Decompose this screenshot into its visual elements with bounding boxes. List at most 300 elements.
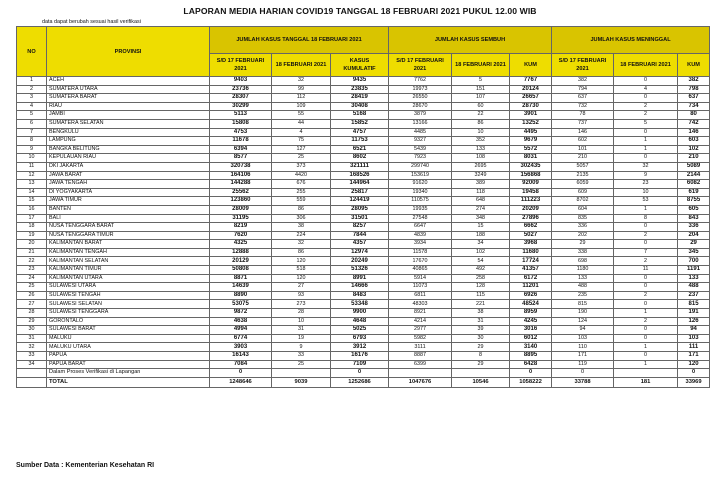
cell-meninggal-feb18: 32 — [614, 162, 678, 171]
cell-meninggal-kum: 103 — [678, 334, 710, 343]
row-number: 30 — [17, 326, 47, 335]
province-name: DI YOGYAKARTA — [47, 188, 210, 197]
cell-meninggal-feb18: 0 — [614, 283, 678, 292]
cell-kasus-feb18: 86 — [272, 205, 331, 214]
table-row — [17, 352, 710, 361]
cell-kasus-feb18: 112 — [272, 94, 331, 103]
cell-kasus-sd17: 144288 — [210, 180, 272, 189]
cell-meninggal-kum: 815 — [678, 300, 710, 309]
group-meninggal-header: JUMLAH KASUS MENINGGAL — [552, 27, 710, 54]
cell-meninggal-kum: 102 — [678, 145, 710, 154]
cell-kasus-sd17: 4994 — [210, 326, 272, 335]
cell-meninggal-sd17: 103 — [552, 334, 614, 343]
cell-meninggal-kum: 111 — [678, 343, 710, 352]
covid-report-table — [16, 26, 710, 388]
cell-kasus-kumulatif: 25817 — [331, 188, 389, 197]
province-name: SUMATERA UTARA — [47, 85, 210, 94]
cell-sembuh-sd17: 2977 — [389, 326, 452, 335]
cell-sembuh-sd17: 8887 — [389, 352, 452, 361]
province-name: JAWA TIMUR — [47, 197, 210, 206]
table-row — [17, 162, 710, 171]
cell-sembuh-kum: 3016 — [510, 326, 552, 335]
cell-kasus-kumulatif: 8483 — [331, 291, 389, 300]
cell-sembuh-feb18: 188 — [452, 231, 510, 240]
table-row — [17, 154, 710, 163]
total-row — [17, 377, 710, 387]
cell-meninggal-kum: 126 — [678, 317, 710, 326]
cell-sembuh-kum: 0 — [510, 369, 552, 378]
table-row — [17, 128, 710, 137]
row-number: 25 — [17, 283, 47, 292]
table-row — [17, 240, 710, 249]
cell-kasus-feb18: 120 — [272, 257, 331, 266]
cell-kasus-sd17: 25562 — [210, 188, 272, 197]
cell-sembuh-kum: 302435 — [510, 162, 552, 171]
province-name: JAMBI — [47, 111, 210, 120]
cell-sembuh-sd17: 153619 — [389, 171, 452, 180]
cell-sembuh-sd17: 3879 — [389, 111, 452, 120]
cell-meninggal-kum: 5089 — [678, 162, 710, 171]
cell-meninggal-sd17: 604 — [552, 205, 614, 214]
cell-kasus-feb18: 28 — [272, 309, 331, 318]
cell-kasus-sd17: 4638 — [210, 317, 272, 326]
table-row — [17, 223, 710, 232]
col-sembuh-kum-header: KUM — [510, 54, 552, 77]
row-number: 18 — [17, 223, 47, 232]
table-row — [17, 180, 710, 189]
table-row — [17, 77, 710, 86]
cell-meninggal-sd17: 171 — [552, 352, 614, 361]
cell-sembuh-sd17: 19973 — [389, 85, 452, 94]
cell-meninggal-feb18: 4 — [614, 85, 678, 94]
cell-sembuh-feb18: 128 — [452, 283, 510, 292]
cell-sembuh-feb18: 492 — [452, 266, 510, 275]
cell-sembuh-sd17: 5914 — [389, 274, 452, 283]
cell-kasus-sd17: 5113 — [210, 111, 272, 120]
col-kasus-feb18-header: 18 FEBRUARI 2021 — [272, 54, 331, 77]
cell-sembuh-kum: 19458 — [510, 188, 552, 197]
cell-kasus-sd17: 8219 — [210, 223, 272, 232]
cell-sembuh-feb18: 86 — [452, 119, 510, 128]
cell-sembuh-feb18: 107 — [452, 94, 510, 103]
cell-kasus-feb18: 10 — [272, 317, 331, 326]
cell-kasus-sd17: 164106 — [210, 171, 272, 180]
province-name: LAMPUNG — [47, 137, 210, 146]
cell-meninggal-feb18: 10 — [614, 188, 678, 197]
cell-meninggal-feb18: 5 — [614, 119, 678, 128]
cell-meninggal-feb18: 0 — [614, 154, 678, 163]
cell-kasus-feb18 — [272, 369, 331, 378]
cell-meninggal-kum: 603 — [678, 137, 710, 146]
row-number: 9 — [17, 145, 47, 154]
cell-kasus-kumulatif: 8257 — [331, 223, 389, 232]
province-name: Dalam Proses Verifikasi di Lapangan — [47, 369, 210, 378]
province-name: KALIMANTAN TIMUR — [47, 266, 210, 275]
province-name: RIAU — [47, 102, 210, 111]
cell-meninggal-feb18: 2 — [614, 111, 678, 120]
table-row — [17, 102, 710, 111]
cell-sembuh-feb18: 3249 — [452, 171, 510, 180]
cell-kasus-feb18: 86 — [272, 248, 331, 257]
cell-meninggal-sd17: 110 — [552, 343, 614, 352]
cell-sembuh-kum: 41357 — [510, 266, 552, 275]
cell-kasus-feb18: 75 — [272, 137, 331, 146]
cell-meninggal-feb18: 0 — [614, 326, 678, 335]
province-name: SULAWESI BARAT — [47, 326, 210, 335]
cell-meninggal-sd17: 94 — [552, 326, 614, 335]
row-number — [17, 369, 47, 378]
cell-sembuh-feb18: 648 — [452, 197, 510, 206]
cell-meninggal-kum: 637 — [678, 94, 710, 103]
cell-kasus-kumulatif: 6521 — [331, 145, 389, 154]
cell-sembuh-sd17: 26550 — [389, 94, 452, 103]
cell-meninggal-feb18: 23 — [614, 180, 678, 189]
row-number: 32 — [17, 343, 47, 352]
province-name: BENGKULU — [47, 128, 210, 137]
verification-row — [17, 369, 710, 378]
cell-sembuh-kum: 13252 — [510, 119, 552, 128]
cell-sembuh-sd17: 299740 — [389, 162, 452, 171]
cell-meninggal-kum: 382 — [678, 77, 710, 86]
cell-kasus-sd17: 11678 — [210, 137, 272, 146]
cell-kasus-sd17: 23736 — [210, 85, 272, 94]
cell-sembuh-kum: 111223 — [510, 197, 552, 206]
col-meninggal-kum-header: KUM — [678, 54, 710, 77]
cell-kasus-feb18: 9 — [272, 343, 331, 352]
cell-meninggal-kum: 798 — [678, 85, 710, 94]
cell-kasus-sd17: 6394 — [210, 145, 272, 154]
col-kasus-sd17-header: S/D 17 FEBRUARI 2021 — [210, 54, 272, 77]
cell-sembuh-sd17: 40865 — [389, 266, 452, 275]
cell-sembuh-feb18: 29 — [452, 360, 510, 369]
table-row — [17, 300, 710, 309]
row-number: 31 — [17, 334, 47, 343]
table-row — [17, 111, 710, 120]
cell-meninggal-feb18: 0 — [614, 77, 678, 86]
cell-meninggal-feb18: 1 — [614, 360, 678, 369]
cell-sembuh-feb18: 151 — [452, 85, 510, 94]
cell-sembuh-kum: 9679 — [510, 137, 552, 146]
cell-kasus-kumulatif: 4648 — [331, 317, 389, 326]
cell-sembuh-feb18: 38 — [452, 309, 510, 318]
province-name: GORONTALO — [47, 317, 210, 326]
cell-meninggal-feb18: 2 — [614, 291, 678, 300]
cell-kasus-kumulatif: 4757 — [331, 128, 389, 137]
cell-sembuh-sd17: 17670 — [389, 257, 452, 266]
cell-kasus-sd17: 12888 — [210, 248, 272, 257]
cell-sembuh-kum: 28730 — [510, 102, 552, 111]
group-kasus-header: JUMLAH KASUS TANGGAL 18 FEBRUARI 2021 — [210, 27, 389, 54]
province-name: KALIMANTAN SELATAN — [47, 257, 210, 266]
cell-sembuh-kum: 27896 — [510, 214, 552, 223]
cell-kasus-kumulatif: 9435 — [331, 77, 389, 86]
cell-sembuh-kum: 3140 — [510, 343, 552, 352]
table-row — [17, 145, 710, 154]
cell-kasus-kumulatif: 6793 — [331, 334, 389, 343]
cell-kasus-sd17: 31195 — [210, 214, 272, 223]
cell-kasus-feb18: 25 — [272, 360, 331, 369]
cell-kasus-kumulatif: 9900 — [331, 309, 389, 318]
cell-meninggal-kum: 843 — [678, 214, 710, 223]
cell-kasus-feb18: 33 — [272, 352, 331, 361]
cell-meninggal-feb18: 7 — [614, 248, 678, 257]
row-number: 33 — [17, 352, 47, 361]
cell-meninggal-feb18: 0 — [614, 223, 678, 232]
table-row — [17, 317, 710, 326]
cell-kasus-kumulatif: 15852 — [331, 119, 389, 128]
cell-sembuh-feb18: 22 — [452, 111, 510, 120]
cell-kasus-kumulatif: 168526 — [331, 171, 389, 180]
cell-kasus-feb18: 255 — [272, 188, 331, 197]
row-number: 24 — [17, 274, 47, 283]
row-number: 15 — [17, 197, 47, 206]
cell-kasus-sd17: 16143 — [210, 352, 272, 361]
cell-meninggal-kum: 734 — [678, 102, 710, 111]
row-number: 14 — [17, 188, 47, 197]
cell-meninggal-feb18: 1 — [614, 309, 678, 318]
row-number: 12 — [17, 171, 47, 180]
cell-kasus-feb18: 559 — [272, 197, 331, 206]
cell-kasus-kumulatif: 11753 — [331, 137, 389, 146]
cell-kasus-feb18: 32 — [272, 240, 331, 249]
cell-sembuh-sd17: 3934 — [389, 240, 452, 249]
cell-meninggal-sd17: 338 — [552, 248, 614, 257]
cell-kasus-feb18: 55 — [272, 111, 331, 120]
col-kasus-kumulatif-header: KASUS KUMULATIF — [331, 54, 389, 77]
table-row — [17, 171, 710, 180]
cell-meninggal-kum: 0 — [678, 369, 710, 378]
cell-kasus-kumulatif: 5025 — [331, 326, 389, 335]
cell-kasus-sd17: 8577 — [210, 154, 272, 163]
cell-meninggal-kum: 29 — [678, 240, 710, 249]
cell-kasus-sd17: 8871 — [210, 274, 272, 283]
cell-kasus-sd17: 9403 — [210, 77, 272, 86]
cell-kasus-sd17: 4325 — [210, 240, 272, 249]
cell-sembuh-sd17: 48303 — [389, 300, 452, 309]
cell-meninggal-kum: 237 — [678, 291, 710, 300]
cell-sembuh-kum: 5027 — [510, 231, 552, 240]
cell-meninggal-sd17: 146 — [552, 128, 614, 137]
cell-kasus-kumulatif: 53348 — [331, 300, 389, 309]
cell-meninggal-sd17: 5057 — [552, 162, 614, 171]
cell-sembuh-feb18: 31 — [452, 317, 510, 326]
cell-kasus-kumulatif: 1252686 — [331, 377, 389, 387]
row-number — [17, 377, 47, 387]
cell-sembuh-sd17: 9327 — [389, 137, 452, 146]
cell-sembuh-feb18: 221 — [452, 300, 510, 309]
table-body — [17, 77, 710, 388]
cell-kasus-feb18: 373 — [272, 162, 331, 171]
cell-sembuh-feb18: 54 — [452, 257, 510, 266]
cell-sembuh-kum: 20124 — [510, 85, 552, 94]
cell-sembuh-kum: 3901 — [510, 111, 552, 120]
province-name: KALIMANTAN TENGAH — [47, 248, 210, 257]
cell-sembuh-kum: 1058222 — [510, 377, 552, 387]
cell-kasus-kumulatif: 8602 — [331, 154, 389, 163]
cell-kasus-sd17: 9872 — [210, 309, 272, 318]
cell-kasus-sd17: 53075 — [210, 300, 272, 309]
province-name: ACEH — [47, 77, 210, 86]
cell-meninggal-kum: 488 — [678, 283, 710, 292]
cell-kasus-kumulatif: 124419 — [331, 197, 389, 206]
cell-kasus-feb18: 224 — [272, 231, 331, 240]
table-row — [17, 283, 710, 292]
province-name: JAWA TENGAH — [47, 180, 210, 189]
cell-kasus-feb18: 31 — [272, 326, 331, 335]
cell-kasus-feb18: 99 — [272, 85, 331, 94]
cell-meninggal-sd17: 602 — [552, 137, 614, 146]
row-number: 17 — [17, 214, 47, 223]
group-sembuh-header: JUMLAH KASUS SEMBUH — [389, 27, 552, 54]
cell-sembuh-sd17: 5439 — [389, 145, 452, 154]
cell-sembuh-feb18: 389 — [452, 180, 510, 189]
cell-kasus-sd17: 14639 — [210, 283, 272, 292]
cell-meninggal-feb18: 0 — [614, 128, 678, 137]
cell-sembuh-kum: 20209 — [510, 205, 552, 214]
row-number: 11 — [17, 162, 47, 171]
row-number: 7 — [17, 128, 47, 137]
table-row — [17, 257, 710, 266]
cell-meninggal-sd17: 698 — [552, 257, 614, 266]
cell-meninggal-sd17: 2135 — [552, 171, 614, 180]
row-number: 13 — [17, 180, 47, 189]
cell-sembuh-feb18: 348 — [452, 214, 510, 223]
table-row — [17, 266, 710, 275]
cell-meninggal-kum: 94 — [678, 326, 710, 335]
cell-kasus-feb18: 93 — [272, 291, 331, 300]
row-number: 22 — [17, 257, 47, 266]
table-row — [17, 85, 710, 94]
cell-sembuh-kum: 4495 — [510, 128, 552, 137]
cell-sembuh-feb18: 10 — [452, 128, 510, 137]
table-row — [17, 94, 710, 103]
province-name: SUMATERA BARAT — [47, 94, 210, 103]
row-number: 19 — [17, 231, 47, 240]
cell-sembuh-feb18: 15 — [452, 223, 510, 232]
col-sembuh-sd17-header: S/D 17 FEBRUARI 2021 — [389, 54, 452, 77]
province-name: BANTEN — [47, 205, 210, 214]
cell-meninggal-sd17: 737 — [552, 119, 614, 128]
cell-meninggal-sd17: 210 — [552, 154, 614, 163]
col-no-header: NO — [17, 27, 47, 77]
cell-meninggal-feb18: 1 — [614, 205, 678, 214]
row-number: 21 — [17, 248, 47, 257]
cell-meninggal-kum: 191 — [678, 309, 710, 318]
cell-meninggal-feb18: 0 — [614, 334, 678, 343]
cell-kasus-feb18: 273 — [272, 300, 331, 309]
cell-sembuh-feb18: 258 — [452, 274, 510, 283]
cell-meninggal-sd17: 101 — [552, 145, 614, 154]
data-source: Sumber Data : Kementerian Kesehatan RI — [16, 462, 155, 469]
cell-sembuh-feb18: 8 — [452, 352, 510, 361]
cell-meninggal-sd17: 133 — [552, 274, 614, 283]
cell-sembuh-feb18: 2695 — [452, 162, 510, 171]
cell-kasus-feb18: 32 — [272, 77, 331, 86]
cell-meninggal-kum: 146 — [678, 128, 710, 137]
cell-meninggal-feb18: 0 — [614, 300, 678, 309]
table-row — [17, 309, 710, 318]
cell-sembuh-sd17: 4214 — [389, 317, 452, 326]
cell-sembuh-feb18: 274 — [452, 205, 510, 214]
table-row — [17, 197, 710, 206]
cell-sembuh-kum: 48524 — [510, 300, 552, 309]
cell-meninggal-sd17: 119 — [552, 360, 614, 369]
cell-sembuh-kum: 6012 — [510, 334, 552, 343]
cell-meninggal-feb18: 53 — [614, 197, 678, 206]
col-provinsi-header: PROVINSI — [47, 27, 210, 77]
cell-meninggal-feb18: 1 — [614, 343, 678, 352]
cell-meninggal-kum: 700 — [678, 257, 710, 266]
cell-meninggal-sd17: 815 — [552, 300, 614, 309]
cell-meninggal-kum: 345 — [678, 248, 710, 257]
table-row — [17, 360, 710, 369]
cell-kasus-kumulatif: 51326 — [331, 266, 389, 275]
cell-sembuh-sd17: 13166 — [389, 119, 452, 128]
cell-sembuh-kum: 5572 — [510, 145, 552, 154]
cell-meninggal-kum: 33969 — [678, 377, 710, 387]
cell-meninggal-sd17: 8702 — [552, 197, 614, 206]
row-number: 3 — [17, 94, 47, 103]
cell-meninggal-feb18: 2 — [614, 102, 678, 111]
row-number: 10 — [17, 154, 47, 163]
cell-kasus-sd17: 0 — [210, 369, 272, 378]
cell-sembuh-kum: 8959 — [510, 309, 552, 318]
cell-kasus-sd17: 7620 — [210, 231, 272, 240]
report-title: LAPORAN MEDIA HARIAN COVID19 TANGGAL 18 FEBRUARI 2021 PUKUL 12.00 WIB — [183, 6, 537, 16]
cell-meninggal-feb18: 1 — [614, 145, 678, 154]
province-name: KALIMANTAN UTARA — [47, 274, 210, 283]
cell-sembuh-kum: 6428 — [510, 360, 552, 369]
province-name: MALUKU UTARA — [47, 343, 210, 352]
cell-sembuh-feb18: 118 — [452, 188, 510, 197]
cell-kasus-sd17: 3903 — [210, 343, 272, 352]
cell-sembuh-kum: 92009 — [510, 180, 552, 189]
cell-meninggal-feb18 — [614, 369, 678, 378]
province-name: NUSA TENGGARA TIMUR — [47, 231, 210, 240]
province-name: MALUKU — [47, 334, 210, 343]
cell-sembuh-feb18: 10546 — [452, 377, 510, 387]
cell-meninggal-kum: 210 — [678, 154, 710, 163]
cell-kasus-feb18: 306 — [272, 214, 331, 223]
cell-sembuh-sd17: 5982 — [389, 334, 452, 343]
cell-meninggal-sd17: 6059 — [552, 180, 614, 189]
cell-meninggal-kum: 120 — [678, 360, 710, 369]
province-name: SULAWESI TENGGARA — [47, 309, 210, 318]
cell-sembuh-sd17: 28670 — [389, 102, 452, 111]
row-number: 27 — [17, 300, 47, 309]
cell-sembuh-kum: 26657 — [510, 94, 552, 103]
table-row — [17, 188, 710, 197]
cell-kasus-sd17: 20129 — [210, 257, 272, 266]
cell-kasus-kumulatif: 7109 — [331, 360, 389, 369]
cell-sembuh-feb18: 133 — [452, 145, 510, 154]
cell-sembuh-kum: 156868 — [510, 171, 552, 180]
cell-meninggal-kum: 2144 — [678, 171, 710, 180]
cell-sembuh-kum: 8895 — [510, 352, 552, 361]
cell-sembuh-sd17: 11578 — [389, 248, 452, 257]
cell-kasus-sd17: 7084 — [210, 360, 272, 369]
table-row — [17, 231, 710, 240]
cell-kasus-kumulatif: 20249 — [331, 257, 389, 266]
table-row — [17, 343, 710, 352]
cell-meninggal-kum: 619 — [678, 188, 710, 197]
cell-meninggal-sd17: 33788 — [552, 377, 614, 387]
cell-kasus-feb18: 518 — [272, 266, 331, 275]
cell-meninggal-feb18: 2 — [614, 231, 678, 240]
cell-kasus-kumulatif: 14666 — [331, 283, 389, 292]
cell-meninggal-sd17: 336 — [552, 223, 614, 232]
cell-sembuh-sd17: 7923 — [389, 154, 452, 163]
